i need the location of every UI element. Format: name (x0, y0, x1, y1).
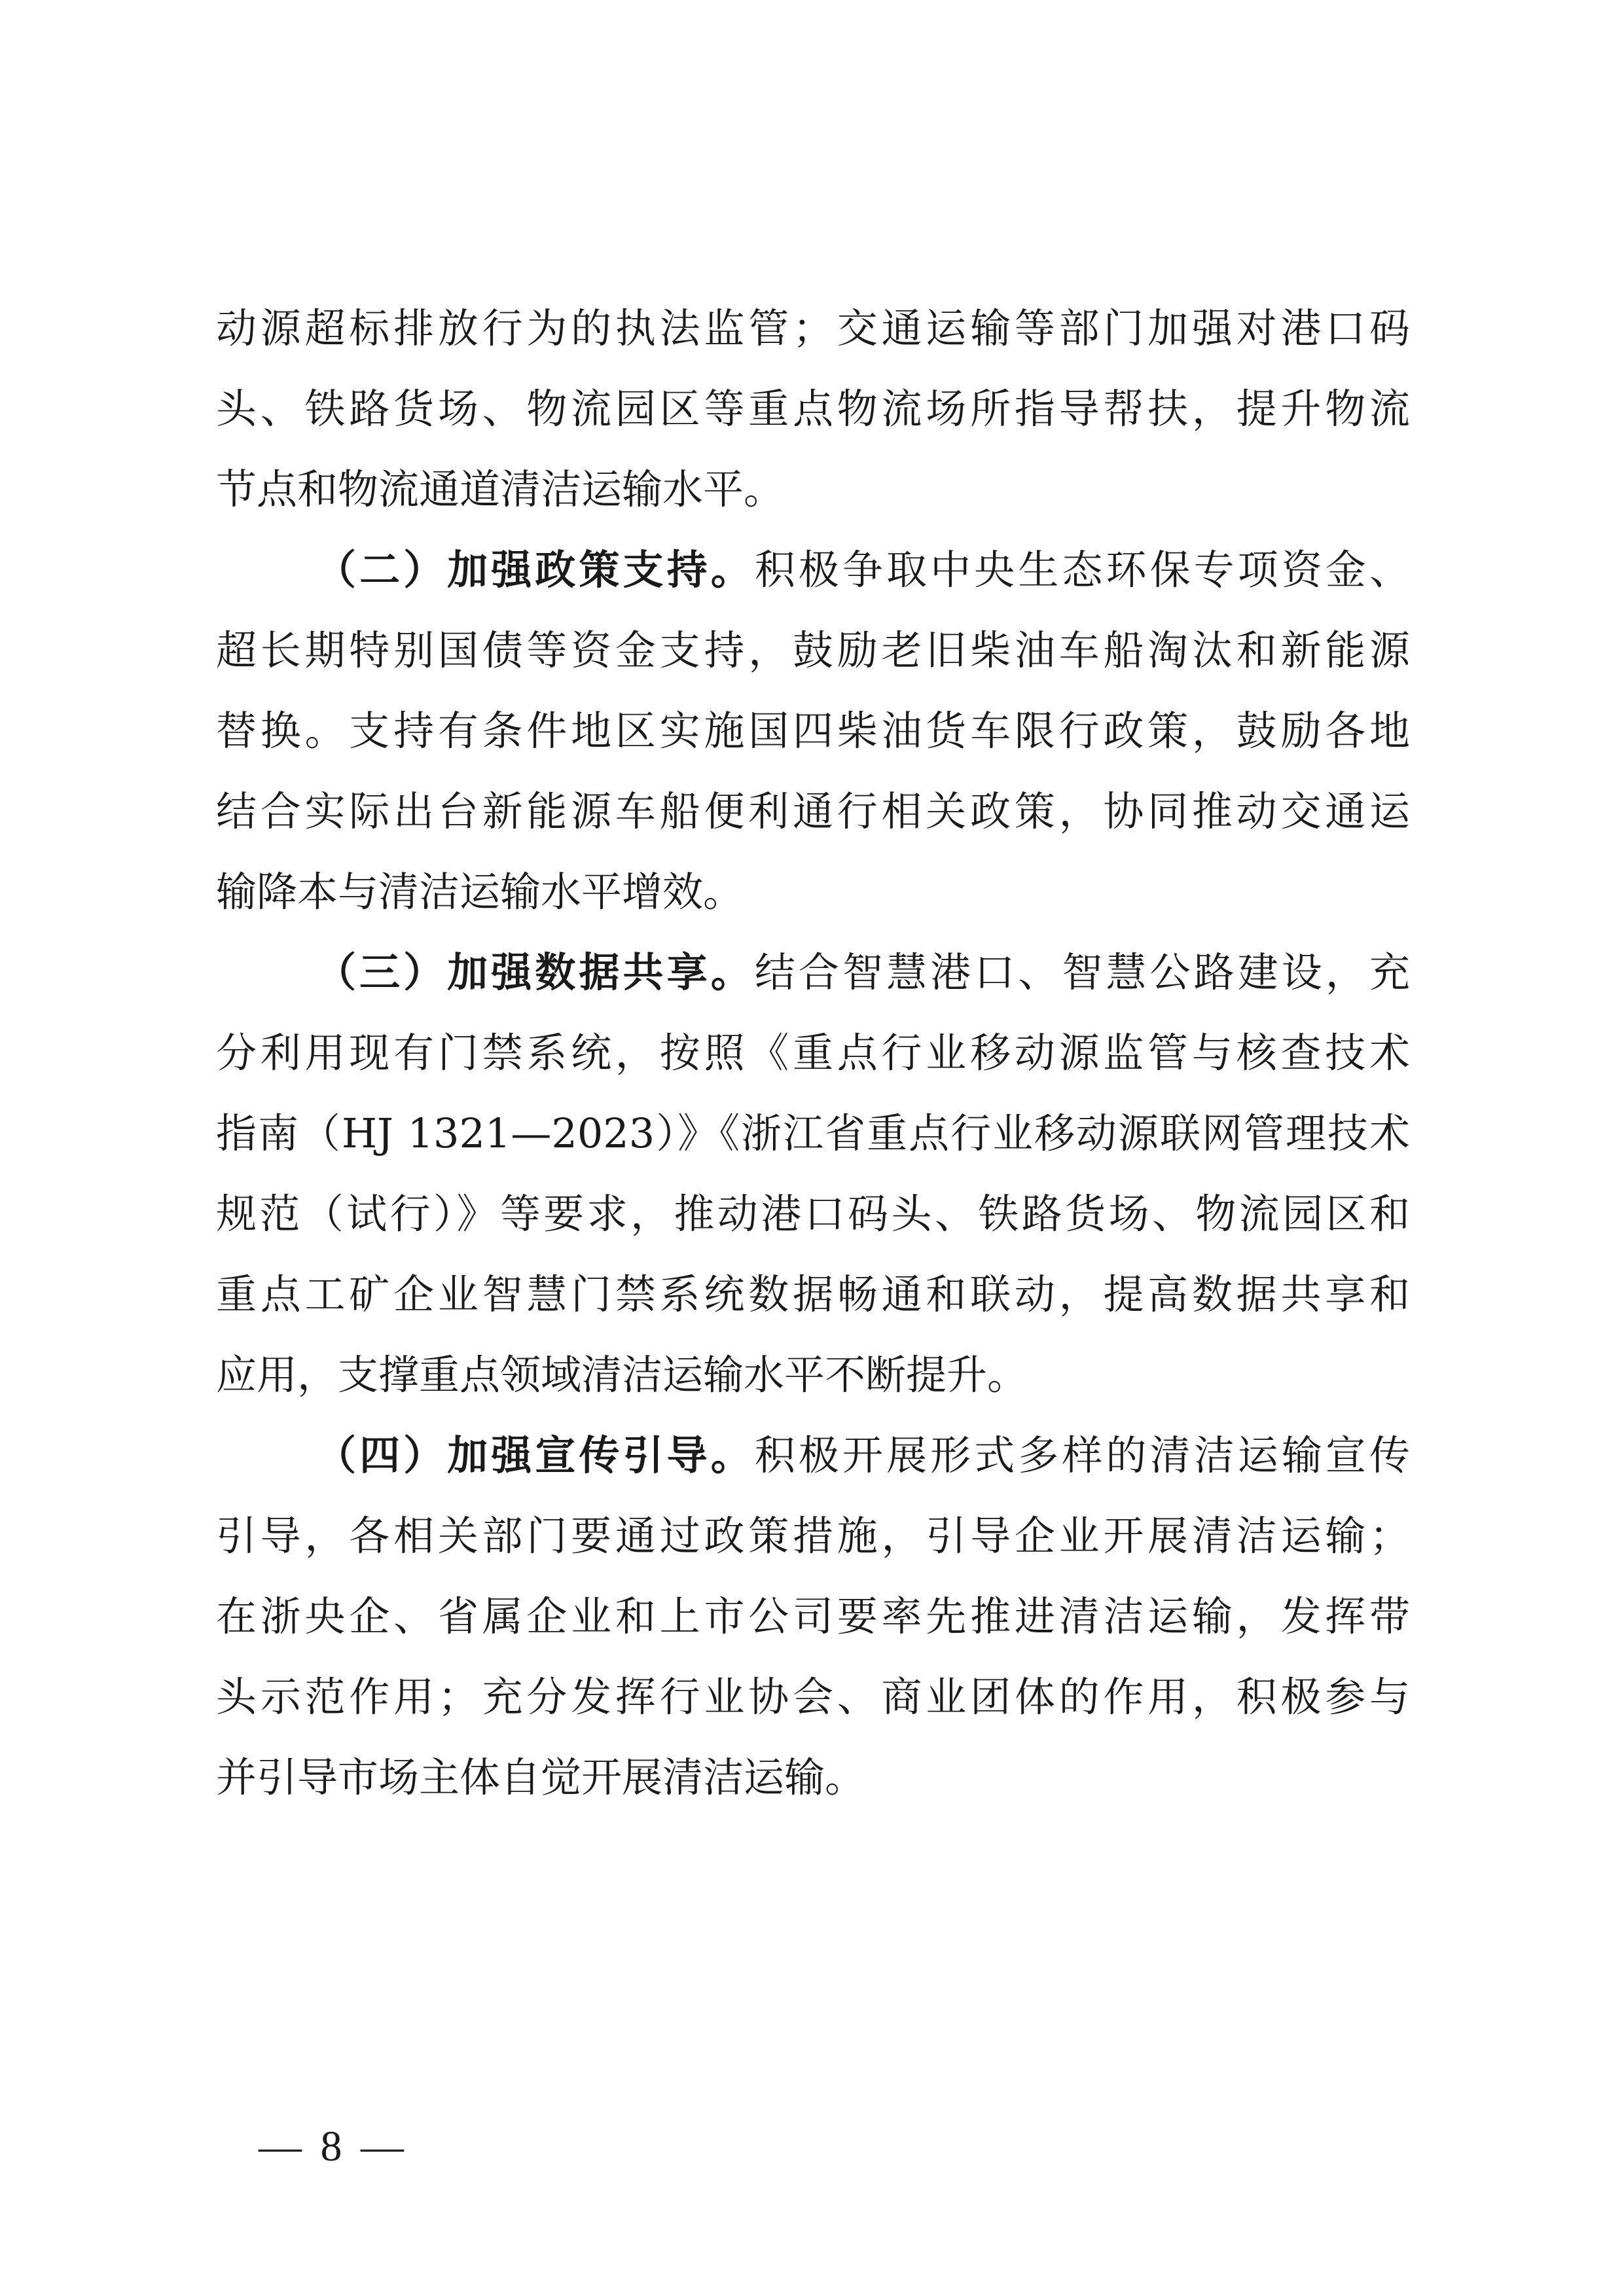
text-line: 应用，支撑重点领域清洁运输水平不断提升。 (216, 1351, 1028, 1399)
section-heading: （三）加强数据共享。 (316, 948, 755, 996)
text-line: 重点工矿企业智慧门禁系统数据畅通和联动，提高数据共享和 (216, 1270, 1410, 1318)
text-run: 结合智慧港口、智慧公路建设，充 (754, 948, 1410, 996)
paragraph-first-line (216, 932, 1410, 1013)
text-line: 并引导市场主体自觉开展清洁运输。 (216, 1753, 866, 1801)
text-line: 规范（试行）》等要求，推动港口码头、铁路货场、物流园区和 (216, 1190, 1410, 1238)
text-line: 头、铁路货场、物流园区等重点物流场所指导帮扶，提升物流 (216, 385, 1410, 433)
text-run: 积极开展形式多样的清洁运输宣传 (754, 1431, 1410, 1479)
text-line: 在浙央企、省属企业和上市公司要率先推进清洁运输，发挥带 (216, 1592, 1410, 1640)
section-heading: （二）加强政策支持。 (316, 546, 755, 594)
text-line: 动源超标排放行为的执法监管；交通运输等部门加强对港口码 (216, 304, 1410, 352)
text-line: 引导，各相关部门要通过政策措施，引导企业开展清洁运输； (216, 1512, 1410, 1560)
text-line: 头示范作用；充分发挥行业协会、商业团体的作用，积极参与 (216, 1673, 1410, 1721)
text-run: 积极争取中央生态环保专项资金、 (754, 546, 1410, 594)
text-line: 输降本与清洁运输水平增效。 (216, 868, 744, 916)
paragraph-first-line (216, 529, 1410, 610)
text-line: 替换。支持有条件地区实施国四柴油货车限行政策，鼓励各地 (216, 707, 1410, 755)
paragraph-first-line (216, 1415, 1410, 1496)
document-body (216, 288, 1410, 1818)
section-heading: （四）加强宣传引导。 (316, 1431, 755, 1479)
text-line: 指南（HJ 1321—2023）》《浙江省重点行业移动源联网管理技术 (216, 1109, 1410, 1157)
text-line: 节点和物流通道清洁运输水平。 (216, 465, 785, 513)
text-line: 结合实际出台新能源车船便利通行相关政策，协同推动交通运 (216, 787, 1410, 835)
page-number: — 8 — (259, 2123, 408, 2170)
text-line: 分利用现有门禁系统，按照《重点行业移动源监管与核查技术 (216, 1029, 1410, 1077)
text-line: 超长期特别国债等资金支持，鼓励老旧柴油车船淘汰和新能源 (216, 626, 1410, 674)
